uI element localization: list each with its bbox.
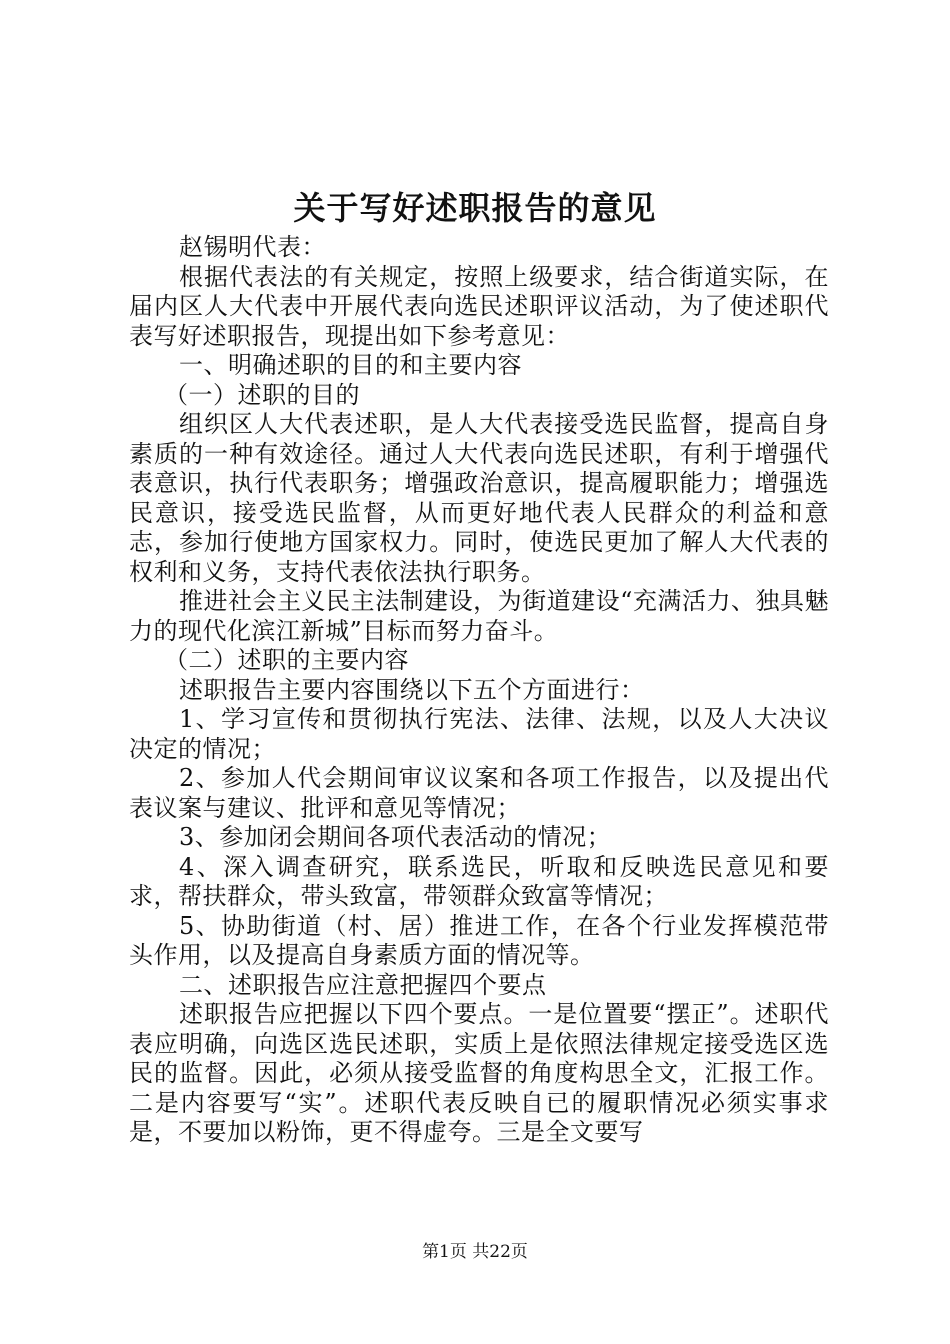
document-body <box>129 233 829 1148</box>
paragraph-intro: 根据代表法的有关规定，按照上级要求，结合街道实际，在届内区人大代表中开展代表向选民述职评议活动，为了使述职代表写好述职报告，现提出如下参考意见： <box>129 262 829 350</box>
list-item-3: 3、参加闭会期间各项代表活动的情况； <box>179 823 612 851</box>
heading-section-1: 一、明确述职的目的和主要内容 <box>179 351 522 379</box>
paragraph-salutation: 赵锡明代表： <box>179 233 326 261</box>
list-item-5: 5、协助街道（村、居）推进工作，在各个行业发挥模范带头作用，以及提高自身素质方面的情况等。 <box>129 911 829 969</box>
list-item-4: 4、深入调查研究，联系选民，听取和反映选民意见和要求，帮扶群众，带头致富，带领群众致富等情况； <box>129 852 829 910</box>
paragraph-purpose: 组织区人大代表述职，是人大代表接受选民监督，提高自身素质的一种有效途径。通过人大代表向选民述职，有利于增强代表意识，执行代表职务；增强政治意识，提高履职能力；增强选民意识，接受选民监督，从而更好地代表人民群众的利益和意志，参加行使地方国家权力。同时，使选民更加了解人大代表的权利和义务，支持代表依法执行职务。 <box>129 410 829 586</box>
paragraph-content-intro: 述职报告主要内容围绕以下五个方面进行： <box>179 675 645 704</box>
paragraph-goal: 推进社会主义民主法制建设，为街道建设“充满活力、独具魅力的现代化滨江新城”目标而努力奋斗。 <box>129 587 829 645</box>
list-item-1: 1、学习宣传和贯彻执行宪法、法律、法规，以及人大决议决定的情况； <box>129 705 829 763</box>
heading-section-2: 二、述职报告应注意把握四个要点 <box>179 970 547 999</box>
heading-subsection-1-2: （二）述职的主要内容 <box>164 646 409 674</box>
page-footer: 第1页 共22页 <box>422 1242 528 1262</box>
list-item-2: 2、参加人代会期间审议议案和各项工作报告，以及提出代表议案与建议、批评和意见等情况； <box>129 764 829 822</box>
paragraph-key-points: 述职报告应把握以下四个要点。一是位置要“摆正”。述职代表应明确，向选区选民述职，实质上是依照法律规定接受选区选民的监督。因此，必须从接受监督的角度构思全文，汇报工作。二是内容要写“实”。述职代表反映自已的履职情况必须实事求是，不要加以粉饰，更不得虚夸。三是全文要写 <box>129 1000 829 1146</box>
heading-subsection-1-1: （一）述职的目的 <box>164 380 360 409</box>
document-title: 关于写好述职报告的意见 <box>293 189 657 227</box>
